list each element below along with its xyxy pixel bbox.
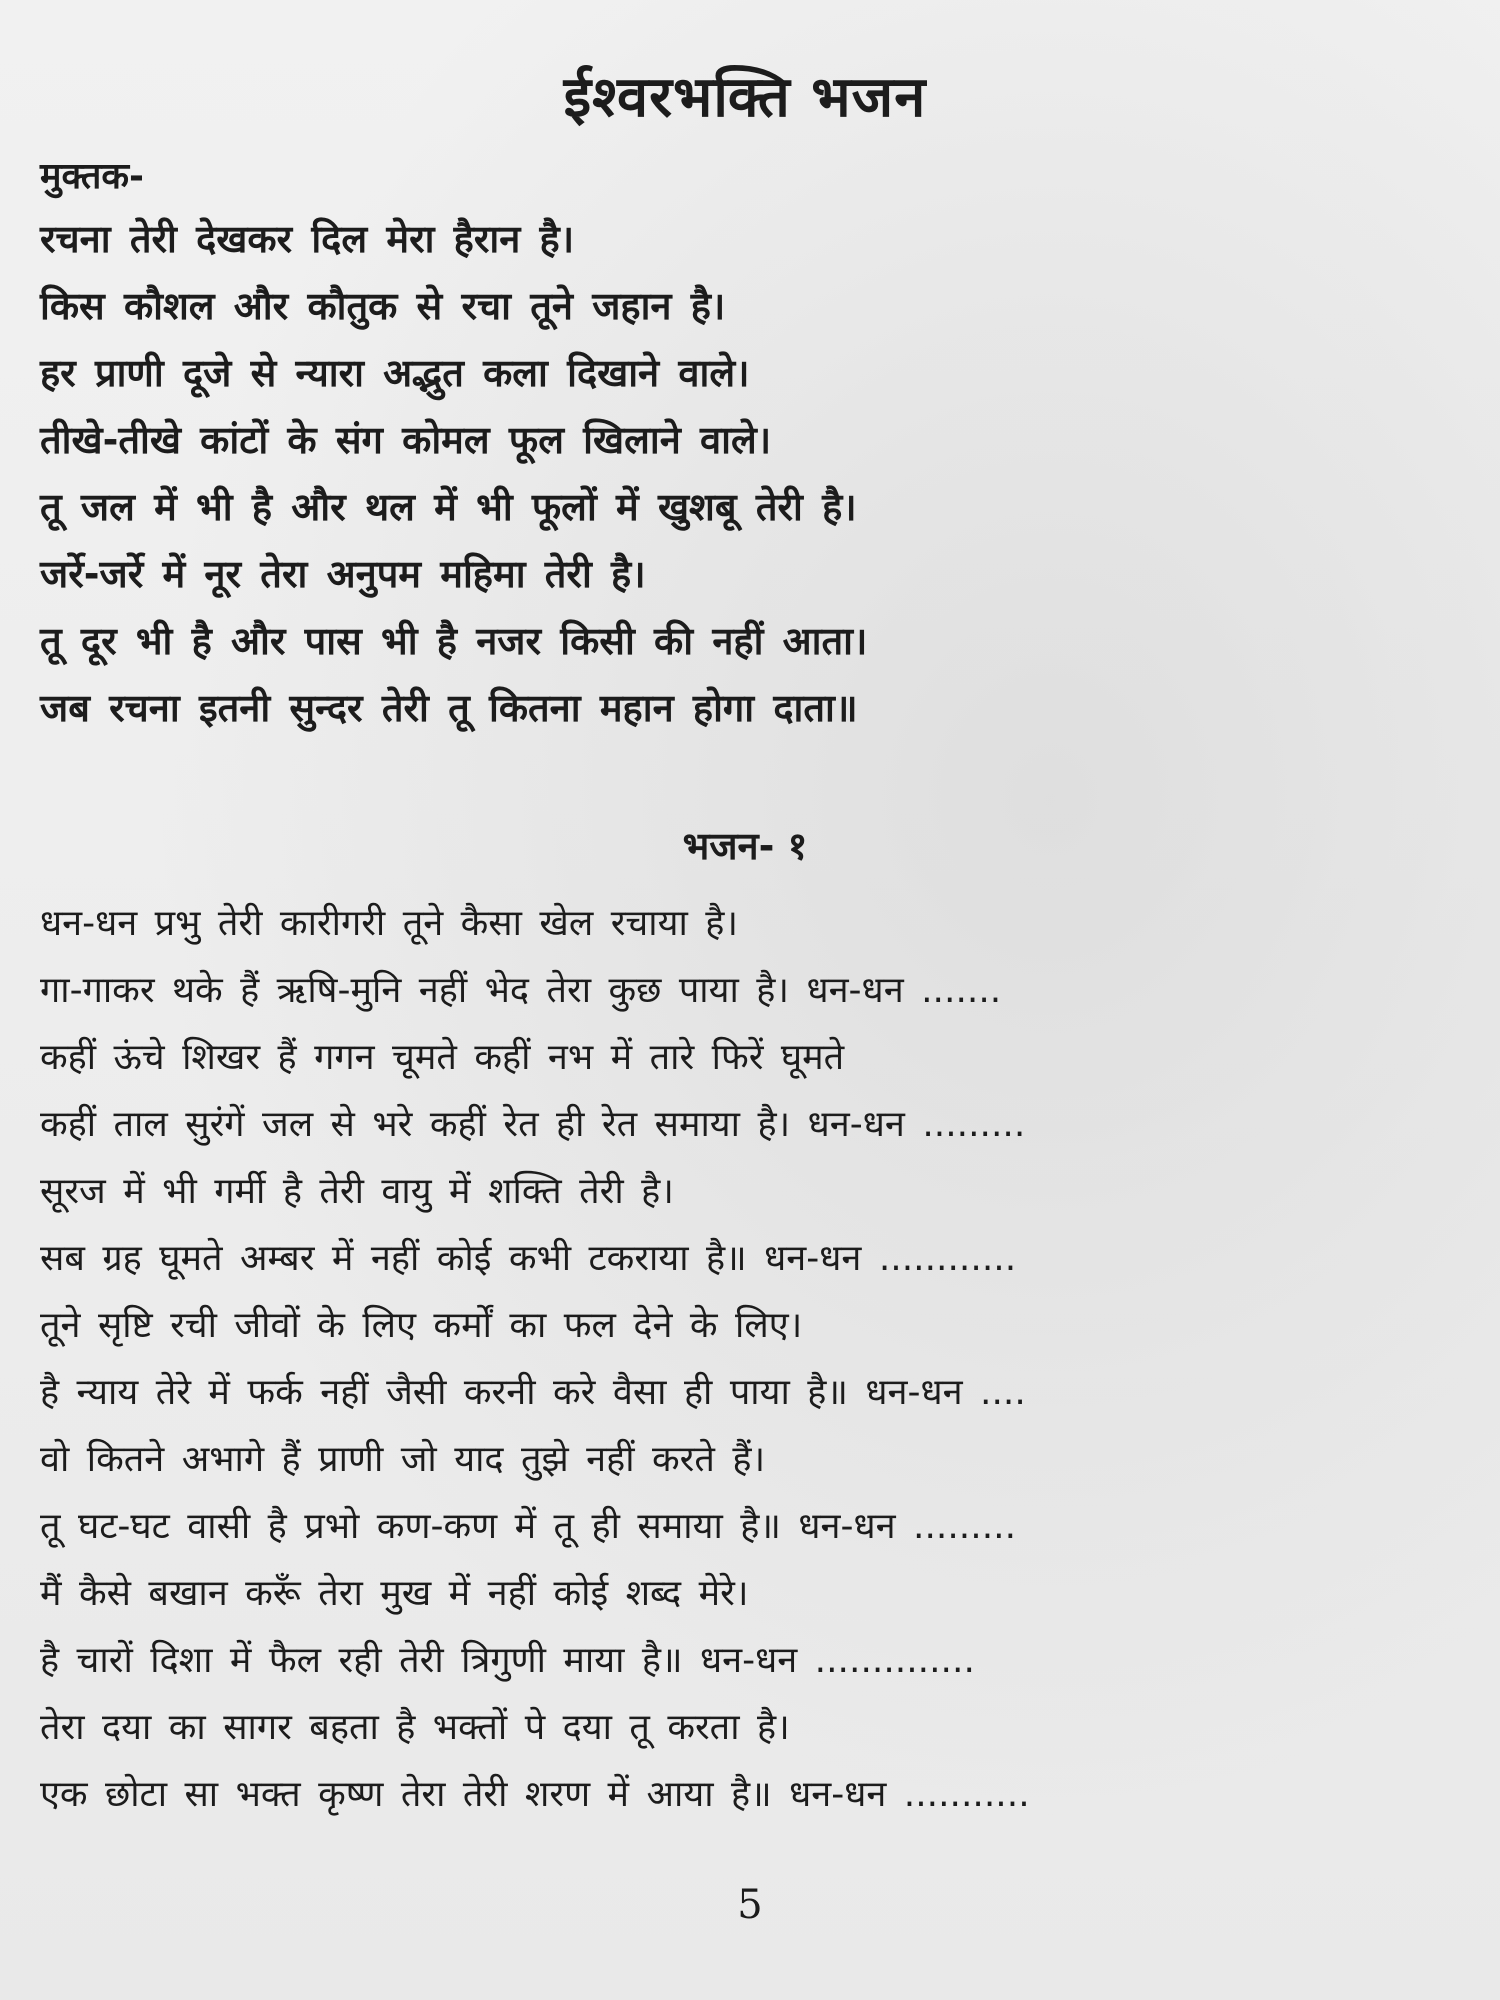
bhajan-section (40, 816, 1450, 1828)
bhajan-line: धन-धन प्रभु तेरी कारीगरी तूने कैसा खेल रचाया है। (40, 903, 739, 944)
bhajan-line: तूने सृष्टि रची जीवों के लिए कर्मों का फल देने के लिए। (40, 1305, 803, 1346)
muktak-line: तू जल में भी है और थल में भी फूलों में खुशबू तेरी है। (40, 485, 857, 529)
bhajan-lines (40, 890, 1450, 1828)
bhajan-line: है चारों दिशा में फैल रही तेरी त्रिगुणी माया है॥ धन-धन .............. (40, 1640, 975, 1681)
page-number: 5 (737, 1882, 763, 1928)
bhajan-line: गा-गाकर थके हैं ऋषि-मुनि नहीं भेद तेरा कुछ पाया है। धन-धन ....... (40, 970, 1002, 1011)
bhajan-line: तेरा दया का सागर बहता है भक्तों पे दया तू करता है। (40, 1707, 790, 1748)
bhajan-line: कहीं ऊंचे शिखर हैं गगन चूमते कहीं नभ में तारे फिरें घूमते (40, 1037, 845, 1078)
muktak-line: हर प्राणी दूजे से न्यारा अद्भुत कला दिखाने वाले। (40, 351, 750, 395)
bhajan-line: मैं कैसे बखान करूँ तेरा मुख में नहीं कोई शब्द मेरे। (40, 1573, 749, 1614)
page-title: ईश्वरभक्ति भजन (563, 65, 927, 130)
bhajan-line: है न्याय तेरे में फर्क नहीं जैसी करनी करे वैसा ही पाया है॥ धन-धन .... (40, 1372, 1026, 1413)
bhajan-line: तू घट-घट वासी है प्रभो कण-कण में तू ही समाया है॥ धन-धन ......... (40, 1506, 1017, 1547)
bhajan-line: एक छोटा सा भक्त कृष्ण तेरा तेरी शरण में आया है॥ धन-धन ........... (40, 1774, 1030, 1815)
muktak-line: तू दूर भी है और पास भी है नजर किसी की नहीं आता। (40, 619, 868, 663)
bhajan-line: वो कितने अभागे हैं प्राणी जो याद तुझे नहीं करते हैं। (40, 1439, 766, 1480)
bhajan-heading: भजन- १ (682, 824, 808, 868)
muktak-label: मुक्तक- (40, 156, 144, 197)
muktak-section (40, 148, 1450, 742)
muktak-line: तीखे-तीखे कांटों के संग कोमल फूल खिलाने वाले। (40, 418, 772, 462)
muktak-line: जब रचना इतनी सुन्दर तेरी तू कितना महान होगा दाता॥ (40, 686, 858, 730)
bhajan-line: सब ग्रह घूमते अम्बर में नहीं कोई कभी टकराया है॥ धन-धन ............ (40, 1238, 1017, 1279)
muktak-line: किस कौशल और कौतुक से रचा तूने जहान है। (40, 284, 726, 328)
muktak-line: रचना तेरी देखकर दिल मेरा हैरान है। (40, 217, 575, 261)
bhajan-line: सूरज में भी गर्मी है तेरी वायु में शक्ति तेरी है। (40, 1171, 674, 1212)
muktak-lines (40, 206, 1450, 742)
bhajan-line: कहीं ताल सुरंगें जल से भरे कहीं रेत ही रेत समाया है। धन-धन ......... (40, 1104, 1026, 1145)
muktak-line: जर्रे-जर्रे में नूर तेरा अनुपम महिमा तेरी है। (40, 552, 646, 596)
